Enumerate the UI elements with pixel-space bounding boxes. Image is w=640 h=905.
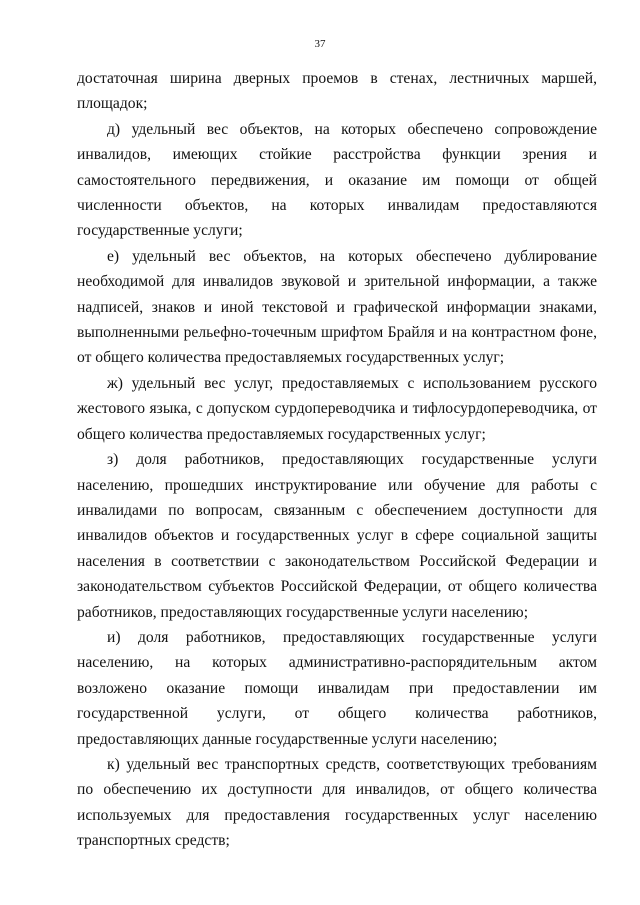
paragraph-item-zh: ж) удельный вес услуг, предоставляемых с использованием русского жестового языка, с допуском сурдопереводчика и тифлосурдопереводчика, от общего количества предоставляемых государственных услуг; [77, 374, 597, 443]
paragraph-item-k: к) удельный вес транспортных средств, соответствующих требованиям по обеспечению их доступности для инвалидов, от общего количества используемых для предоставления государственных услуг населению транспортных средств; [77, 755, 597, 850]
paragraph-item-e: е) удельный вес объектов, на которых обеспечено дублирование необходимой для инвалидов звуковой и зрительной информации, а также надписей, знаков и иной текстовой и графической информации знаками, выполненными рельефно-точечным шрифтом Брайля и на контрастном фоне, от общего количества предоставляемых государственных услуг; [77, 247, 597, 367]
paragraph-item-d: д) удельный вес объектов, на которых обеспечено сопровождение инвалидов, имеющих стойкие расстройства функции зрения и самостоятельного передвижения, и оказание им помощи от общей численности объектов, на которых инвалидам предоставляются государственные услуги; [77, 120, 597, 240]
paragraph-item-i: и) доля работников, предоставляющих государственные услуги населению, на которых административно-распорядительным актом возложено оказание помощи инвалидам при предоставлении им государственной услуги, от общего количества работников, предоставляющих данные государственные услуги населению; [77, 628, 597, 748]
paragraph-item-z: з) доля работников, предоставляющих государственные услуги населению, прошедших инструктирование или обучение для работы с инвалидами по вопросам, связанным с обеспечением доступности для инвалидов объектов и государственных услуг в сфере социальной защиты населения в соответствии с законодательством Российской Федерации и законодательством субъектов Российской Федерации, от общего количества работников, предоставляющих государственные услуги населению; [77, 451, 597, 621]
page-number: 37 [314, 38, 326, 50]
document-body [77, 66, 597, 854]
paragraph-continuation: достаточная ширина дверных проемов в стенах, лестничных маршей, площадок; [77, 70, 597, 113]
